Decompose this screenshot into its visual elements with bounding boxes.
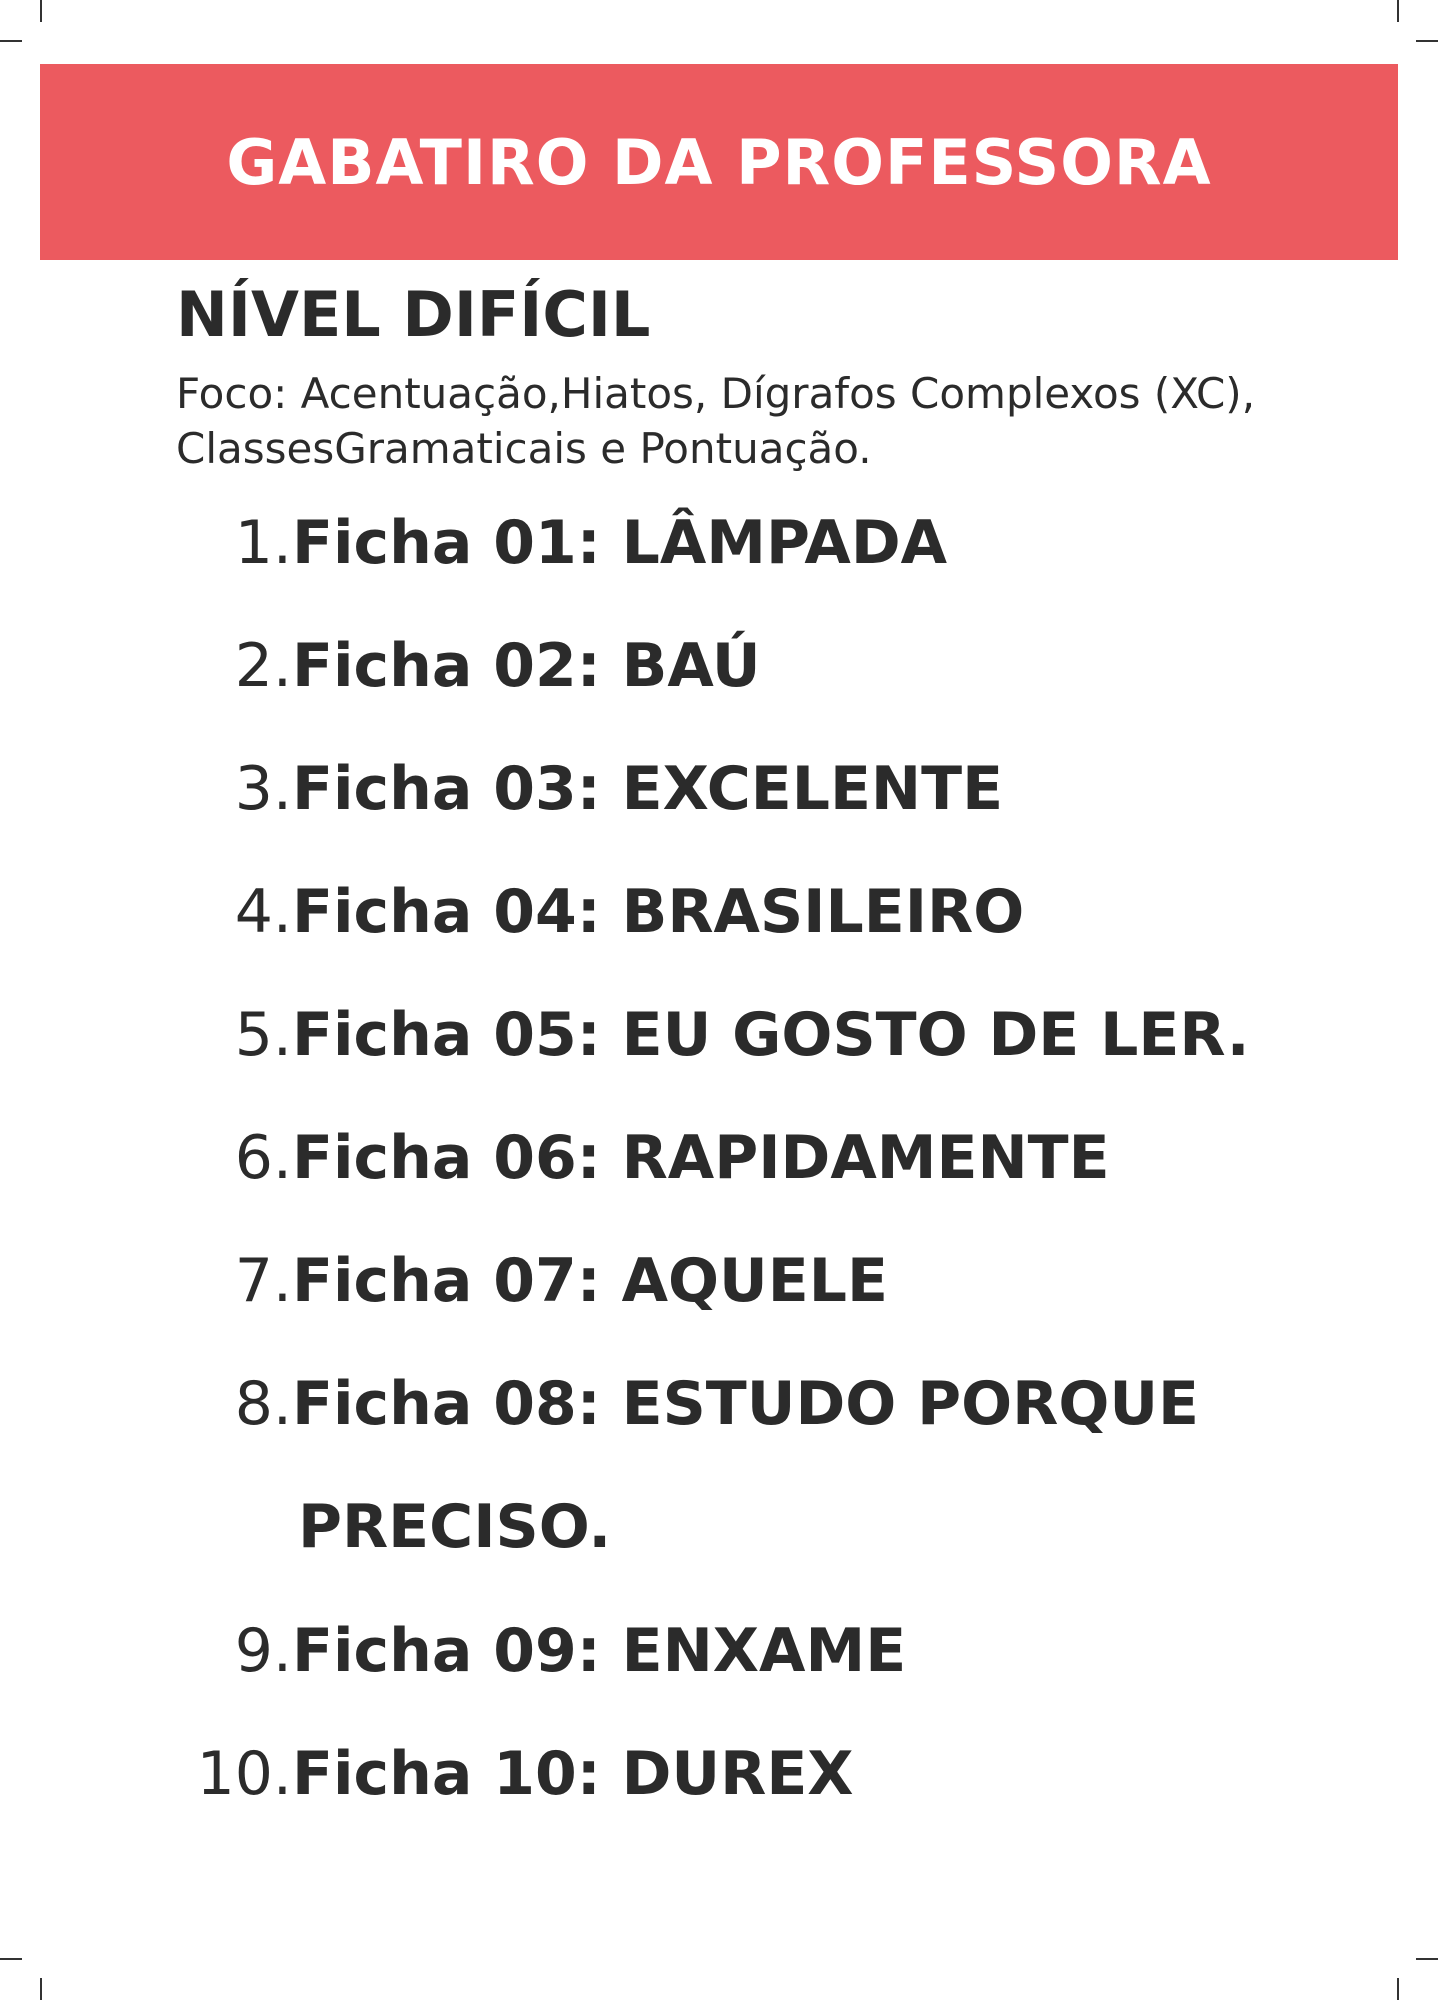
- crop-mark: [1397, 1978, 1399, 2000]
- answer-text: Ficha 09: ENXAME: [292, 1616, 907, 1686]
- answer-number: 4.: [234, 877, 292, 947]
- crop-mark: [0, 1958, 22, 1960]
- answer-text: Ficha 01: LÂMPADA: [292, 508, 948, 578]
- crop-mark: [1416, 1958, 1438, 1960]
- answer-text: Ficha 03: EXCELENTE: [292, 754, 1004, 824]
- header-banner: [40, 64, 1398, 260]
- answer-item: [0, 621, 1438, 744]
- answer-item: [0, 990, 1438, 1113]
- answer-number: 5.: [234, 1000, 292, 1070]
- answer-item: [0, 1359, 1438, 1606]
- answer-item: [0, 498, 1438, 621]
- answer-text: Ficha 07: AQUELE: [292, 1246, 888, 1316]
- crop-mark: [1397, 0, 1399, 22]
- level-title: NÍVEL DIFÍCIL: [176, 278, 651, 351]
- answer-item: [0, 744, 1438, 867]
- answer-number: 2.: [234, 631, 292, 701]
- answer-number: 9.: [234, 1616, 292, 1686]
- answer-text-continuation: PRECISO.: [298, 1492, 612, 1562]
- answer-item: [0, 867, 1438, 990]
- answer-text: [292, 1343, 1352, 1589]
- answer-item: [0, 1606, 1438, 1729]
- answer-list: [0, 498, 1438, 1852]
- answer-number: 3.: [234, 754, 292, 824]
- answer-number: 7.: [234, 1246, 292, 1316]
- answer-number: 8.: [234, 1369, 292, 1439]
- focus-description: Foco: Acentuação,Hiatos, Dígrafos Complexos (XC), ClassesGramaticais e Pontuação.: [176, 369, 1256, 473]
- answer-text-line: Ficha 08: ESTUDO PORQUE: [292, 1369, 1200, 1439]
- answer-text: Ficha 06: RAPIDAMENTE: [292, 1123, 1110, 1193]
- crop-mark: [40, 0, 42, 22]
- answer-number: 10.: [196, 1739, 292, 1809]
- crop-mark: [40, 1978, 42, 2000]
- answer-item: [0, 1236, 1438, 1359]
- answer-text: Ficha 02: BAÚ: [292, 631, 761, 701]
- answer-text: Ficha 05: EU GOSTO DE LER.: [292, 1000, 1250, 1070]
- answer-text: Ficha 10: DUREX: [292, 1739, 854, 1809]
- answer-item: [0, 1729, 1438, 1852]
- answer-item: [0, 1113, 1438, 1236]
- banner-title: GABATIRO DA PROFESSORA: [226, 125, 1212, 199]
- crop-mark: [0, 40, 22, 42]
- answer-number: 1.: [234, 508, 292, 578]
- answer-number: 6.: [234, 1123, 292, 1193]
- answer-text: Ficha 04: BRASILEIRO: [292, 877, 1025, 947]
- crop-mark: [1416, 40, 1438, 42]
